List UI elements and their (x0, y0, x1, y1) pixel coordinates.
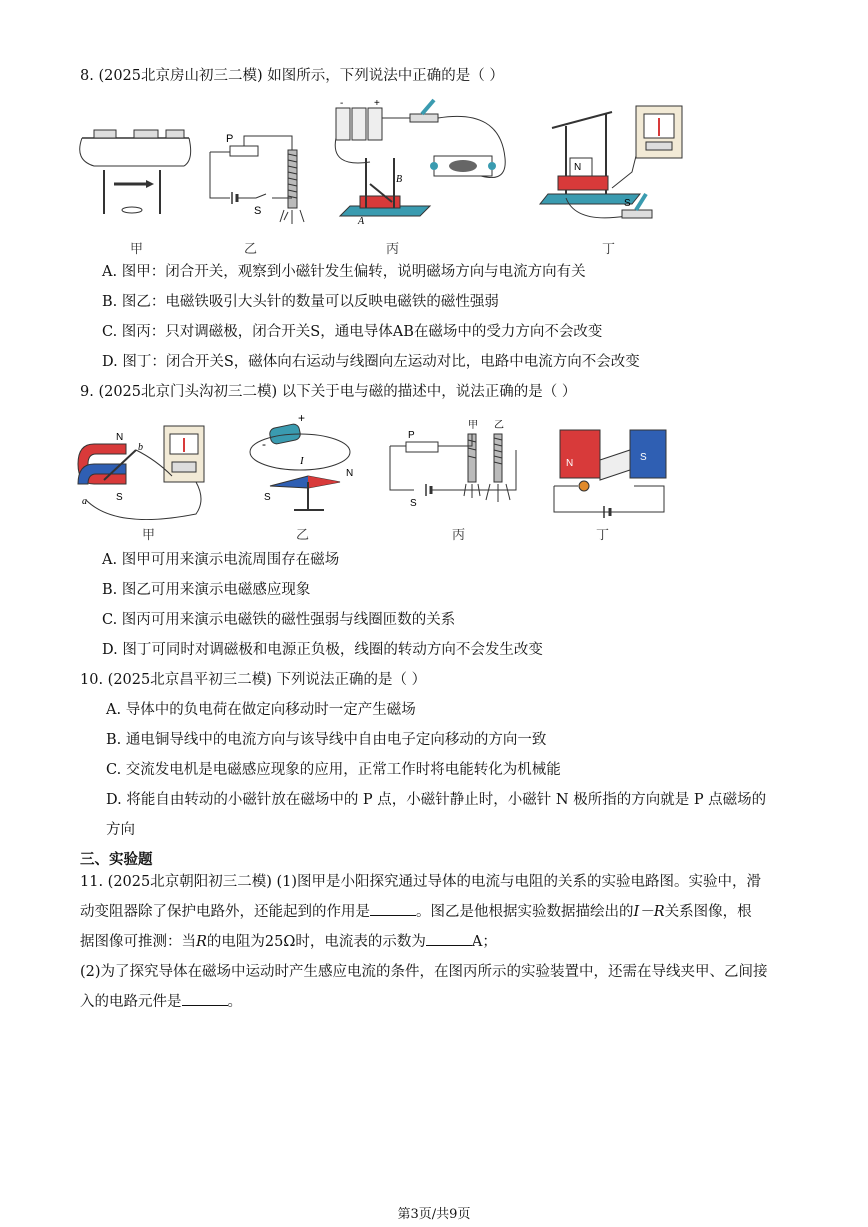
q8-stem: 8. (2025北京房山初三二模) 如图所示，下列说法中正确的是（ ） (80, 68, 504, 84)
q8-option-c: C. 图丙：只对调磁极，闭合开关S，通电导体AB在磁场中的受力方向不会改变 (102, 324, 603, 340)
q8-caption-bing: 丙 (386, 242, 400, 257)
q10-option-a: A. 导体中的负电荷在做定向移动时一定产生磁场 (106, 702, 416, 718)
q9-figure-ding (544, 420, 680, 520)
q8-figure-yi (200, 130, 310, 240)
q11-line2-text-b: 。图乙是他根据实验数据描绘出的 (416, 904, 634, 920)
q8-yi-label-p: P (226, 133, 234, 145)
q9-yi-label-i: I (300, 455, 304, 467)
q9-caption-bing: 丙 (452, 528, 466, 543)
q8-figure-jia (74, 110, 204, 240)
q8-bing-label-a: A (358, 216, 365, 227)
q9-caption-jia: 甲 (142, 528, 156, 543)
q9-yi-plus: + (298, 412, 306, 425)
q9-jia-label-b: b (138, 442, 143, 453)
q11-line5 (80, 992, 242, 1012)
q9-bing-label-jia: 甲 (468, 420, 478, 431)
q10-option-d-line2: 方向 (106, 822, 135, 838)
q9-ding-label-s: S (640, 452, 647, 463)
q9-option-a: A. 图甲可用来演示电流周围存在磁场 (102, 552, 340, 568)
q11-line3-text-d: A； (471, 934, 497, 950)
q9-yi-label-n: N (346, 468, 354, 479)
q11-line3-text-a: 据图像可推测：当 (80, 934, 196, 950)
q11-line2-ir: I－R (633, 904, 665, 920)
q9-option-d: D. 图丁可同时对调磁极和电源正负极，线圈的转动方向不会发生改变 (102, 642, 543, 658)
q10-option-b: B. 通电铜导线中的电流方向与该导线中自由电子定向移动的方向一致 (106, 732, 547, 748)
q9-option-c: C. 图丙可用来演示电磁铁的磁性强弱与线圈匝数的关系 (102, 612, 456, 628)
q8-caption-ding: 丁 (602, 242, 616, 257)
q9-bing-label-yi: 乙 (494, 420, 504, 431)
answer-blank-1[interactable] (370, 902, 416, 916)
q11-line2-text-d: 关系图像，根 (664, 904, 752, 920)
section-heading: 三、实验题 (80, 851, 153, 868)
q9-figure-yi (240, 412, 370, 522)
q8-option-a: A. 图甲：闭合开关，观察到小磁针发生偏转，说明磁场方向与电流方向有关 (102, 264, 586, 280)
q9-figure-jia (76, 420, 216, 520)
q8-yi-label-s: S (254, 205, 262, 217)
q10-option-c: C. 交流发电机是电磁感应现象的应用，正常工作时将电能转化为机械能 (106, 762, 561, 778)
answer-blank-2[interactable] (426, 932, 472, 946)
q9-bing-label-p: P (408, 430, 415, 441)
q10-option-d-line1: D. 将能自由转动的小磁针放在磁场中的 P 点，小磁针静止时，小磁针 N 极所指的方向就是 P 点磁场的 (106, 792, 767, 808)
q8-ding-label-n: N (574, 162, 582, 173)
q11-line2-text-a: 动变阻器除了保护电路外，还能起到的作用是 (80, 904, 370, 920)
q11-line3-text-c: 的电阻为25Ω时，电流表的示数为 (206, 934, 426, 950)
q9-caption-yi: 乙 (296, 528, 310, 543)
svg-text:+: + (374, 98, 380, 109)
q9-yi-minus: - (262, 437, 266, 451)
q8-caption-yi: 乙 (244, 242, 258, 257)
q9-jia-label-n: N (116, 432, 124, 443)
q10-stem: 10. (2025北京昌平初三二模) 下列说法正确的是（ ） (80, 672, 427, 688)
q11-line5-text-a: 入的电路元件是 (80, 994, 182, 1010)
q9-yi-label-s: S (264, 492, 271, 503)
q11-line2 (80, 902, 752, 922)
q9-bing-label-s: S (410, 498, 417, 509)
q11-line3-r: R (196, 934, 207, 950)
q9-ding-label-n: N (566, 458, 574, 469)
q11-line3 (80, 932, 497, 952)
q11-line5-text-b: 。 (227, 994, 242, 1010)
q9-stem: 9. (2025北京门头沟初三二模) 以下关于电与磁的描述中，说法正确的是（ ） (80, 384, 577, 400)
q8-figure-bing (330, 98, 520, 238)
q9-option-b: B. 图乙可用来演示电磁感应现象 (102, 582, 311, 598)
svg-text:-: - (340, 98, 344, 109)
q9-figure-bing (386, 420, 526, 520)
q8-caption-jia: 甲 (130, 242, 144, 257)
answer-blank-3[interactable] (182, 992, 228, 1006)
q11-line1: 11. (2025北京朝阳初三二模) (1)图甲是小阳探究通过导体的电流与电阻的关系的实验电路图。实验中，滑 (80, 874, 762, 890)
q9-jia-label-a: a (82, 496, 87, 507)
q9-caption-ding: 丁 (596, 528, 610, 543)
q11-line4: (2)为了探究导体在磁场中运动时产生感应电流的条件，在图丙所示的实验装置中，还需在导线夹甲、乙间接 (80, 964, 768, 980)
page-footer: 第3页/共9页 (397, 1207, 471, 1222)
q8-figure-ding (536, 98, 696, 238)
q8-option-d: D. 图丁：闭合开关S，磁体向右运动与线圈向左运动对比，电路中电流方向不会改变 (102, 354, 640, 370)
q9-jia-label-s: S (116, 492, 123, 503)
q8-option-b: B. 图乙：电磁铁吸引大头针的数量可以反映电磁铁的磁性强弱 (102, 294, 499, 310)
q8-ding-label-s: S (624, 198, 631, 209)
q8-bing-label-b: B (396, 174, 403, 185)
